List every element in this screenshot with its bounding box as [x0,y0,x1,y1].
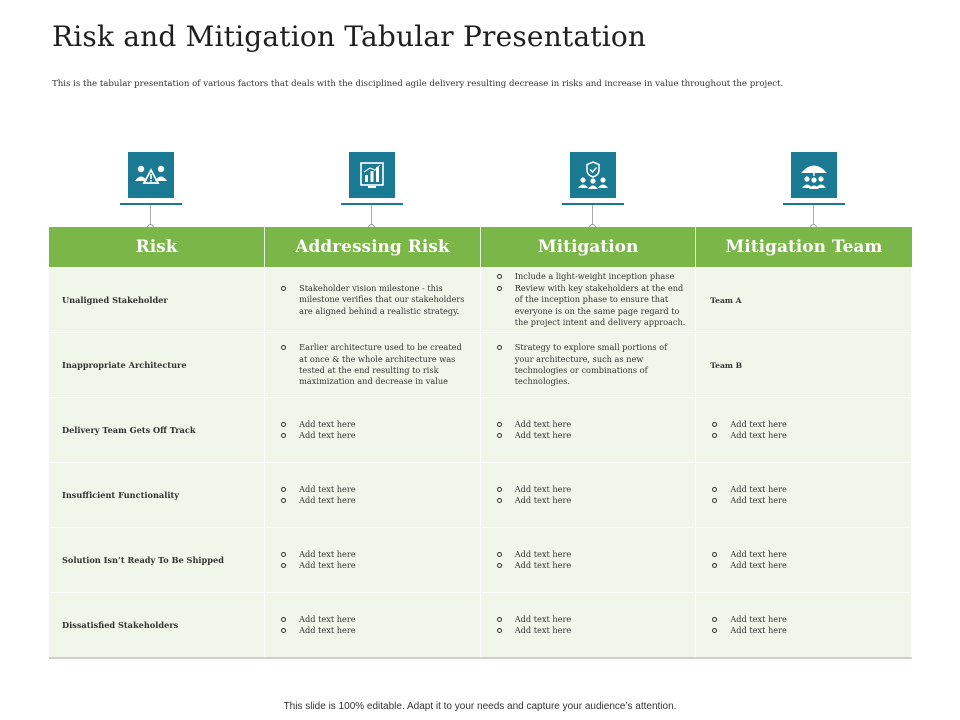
shield-team-icon [570,152,616,198]
chart-board-icon [349,152,395,198]
list-item: Add text here [730,560,910,571]
team-cell [696,398,912,463]
mitigation-cell [480,593,696,659]
table-row [49,398,912,463]
table-row [49,593,912,659]
list-item: Strategy to explore small portions of your architecture, such as new technologies or combinations of technologies. [515,342,695,388]
connector-line [371,205,372,225]
connector-line [813,205,814,225]
team-cell [696,463,912,528]
list-item: Add text here [730,484,910,495]
bullet-list [697,549,910,572]
list-item: Add text here [730,495,910,506]
list-item: Stakeholder vision milestone - this milestone verifies that our stakeholders are aligned behind a realistic strategy. [299,283,479,317]
icon-underline [562,203,624,205]
team-cell [696,333,912,398]
table-row [49,268,912,333]
mitigation-cell [480,398,696,463]
bullet-list [482,419,695,442]
risk-cell: Solution Isn’t Ready To Be Shipped [49,528,265,593]
connector-line [150,205,151,225]
icon-column-risk [49,150,264,230]
addressing-cell [265,398,481,463]
connector-line [592,205,593,225]
list-item: Add text here [515,419,695,430]
list-item: Add text here [299,625,479,636]
risk-mitigation-table [49,227,912,659]
table-row [49,463,912,528]
list-item: Add text here [515,495,695,506]
footer-note: This slide is 100% editable. Adapt it to your needs and capture your audience’s attention. [283,701,677,712]
team-cell [696,268,912,333]
list-item: Add text here [515,484,695,495]
addressing-cell [265,463,481,528]
umbrella-team-icon [791,152,837,198]
list-item: Add text here [299,484,479,495]
risk-cell: Insufficient Functionality [49,463,265,528]
list-item: Add text here [730,625,910,636]
list-item: Add text here [730,614,910,625]
bullet-list [482,271,695,328]
bullet-list [482,614,695,637]
mitigation-cell [480,268,696,333]
list-item: Add text here [515,430,695,441]
risk-cell: Unaligned Stakeholder [49,268,265,333]
icon-underline [120,203,182,205]
header-mitigation-team: Mitigation Team [696,227,912,268]
icon-column-team [712,150,927,230]
column-icons [49,150,912,230]
addressing-cell [265,333,481,398]
risk-cell: Inappropriate Architecture [49,333,265,398]
icon-column-addressing [270,150,485,230]
mitigation-cell [480,333,696,398]
bullet-list [266,549,479,572]
icon-underline [783,203,845,205]
list-item: Add text here [515,614,695,625]
bullet-list [697,484,910,507]
people-warning-icon [128,152,174,198]
team-label: Team B [710,360,743,370]
page-title: Risk and Mitigation Tabular Presentation [52,20,647,53]
icon-underline [341,203,403,205]
header-addressing-risk: Addressing Risk [265,227,481,268]
bullet-list [266,484,479,507]
list-item: Add text here [299,495,479,506]
list-item: Include a light-weight inception phase [515,271,695,282]
table-row [49,333,912,398]
icon-column-mitigation [491,150,706,230]
addressing-cell [265,593,481,659]
page-subtitle: This is the tabular presentation of various factors that deals with the disciplined agile delivery resulting decrease in risks and increase in value throughout the project. [52,79,784,89]
table-header-row [49,227,912,268]
list-item: Add text here [299,614,479,625]
list-item: Add text here [299,430,479,441]
header-mitigation: Mitigation [480,227,696,268]
risk-cell: Dissatisfied Stakeholders [49,593,265,659]
list-item: Earlier architecture used to be created at once & the whole architecture was tested at the end resulting to risk maximization and decrease in value [299,342,479,388]
team-cell [696,593,912,659]
list-item: Review with key stakeholders at the end of the inception phase to ensure that everyone is on the same page regard to the project intent and delivery approach. [515,283,695,329]
list-item: Add text here [515,625,695,636]
bullet-list [266,283,479,317]
list-item: Add text here [730,549,910,560]
team-label: Team A [710,295,742,305]
bullet-list [266,419,479,442]
mitigation-cell [480,528,696,593]
list-item: Add text here [730,419,910,430]
list-item: Add text here [730,430,910,441]
list-item: Add text here [299,560,479,571]
risk-cell: Delivery Team Gets Off Track [49,398,265,463]
table-row [49,528,912,593]
bullet-list [266,342,479,388]
list-item: Add text here [515,560,695,571]
bullet-list [266,614,479,637]
addressing-cell [265,528,481,593]
list-item: Add text here [299,549,479,560]
bullet-list [482,484,695,507]
mitigation-cell [480,463,696,528]
bullet-list [482,342,695,388]
header-risk: Risk [49,227,265,268]
bullet-list [697,419,910,442]
list-item: Add text here [515,549,695,560]
bullet-list [697,614,910,637]
bullet-list [482,549,695,572]
addressing-cell [265,268,481,333]
list-item: Add text here [299,419,479,430]
team-cell [696,528,912,593]
